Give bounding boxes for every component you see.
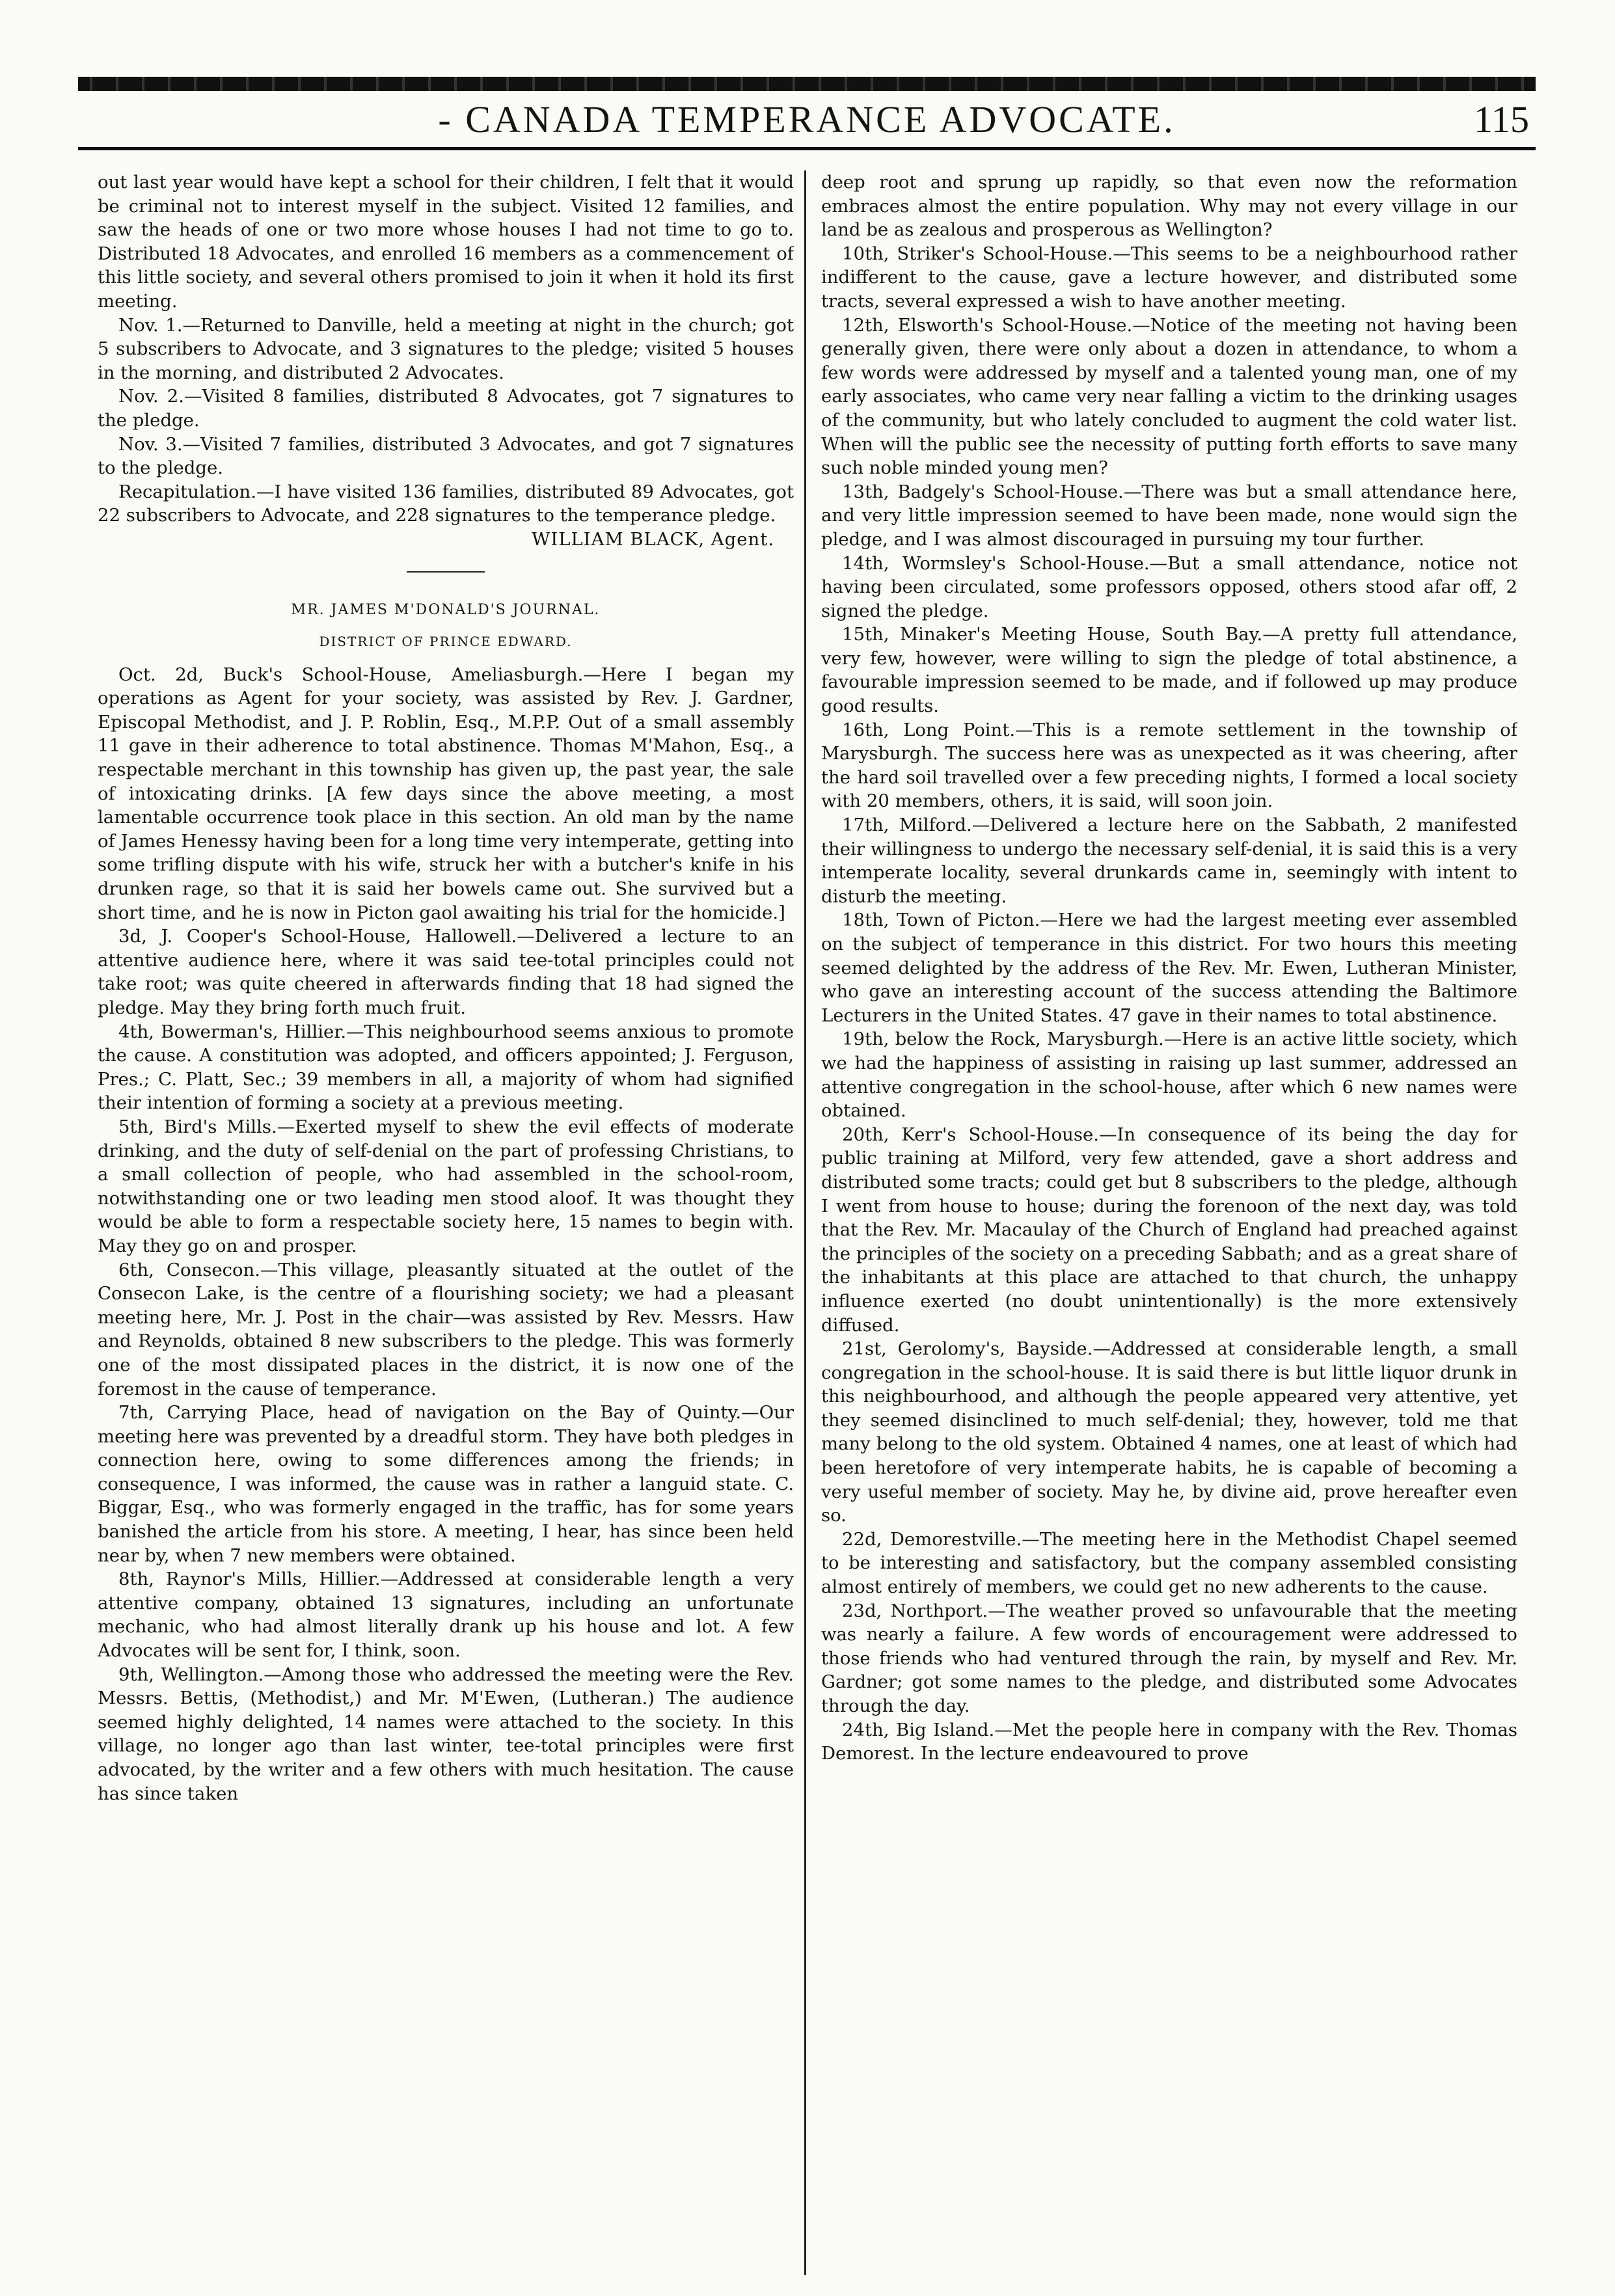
section-subtitle: DISTRICT OF PRINCE EDWARD. (319, 634, 573, 650)
column-divider (804, 170, 806, 2275)
article-paragraph: 22d, Demorestville.—The meeting here in the Methodist Chapel seemed to be interesting and satisfactory, but the company assembled consisting almost entirely of members, we could get no new adherents to the cause. (821, 1528, 1517, 1598)
running-title: - CANADA TEMPERANCE ADVOCATE. (438, 98, 1176, 141)
article-paragraph: 14th, Wormsley's School-House.—But a small attendance, notice not having been circulated, some professors opposed, others stood afar off, 2 signed the pledge. (821, 552, 1517, 621)
agent-signature (98, 528, 794, 552)
article-paragraph: out last year would have kept a school for their children, I felt that it would be criminal not to interest myself in the subject. Visited 12 families, and saw the heads of one or two more whose houses I had not time to go to. Distributed 18 Advocates, and enrolled 16 members as a commencement of this little society, and several others promised to join it when it hold its first meeting. (98, 172, 794, 312)
article-paragraph: 13th, Badgely's School-House.—There was but a small attendance here, and very little impression seemed to have been made, none would sign the pledge, and I was almost discouraged in pursuing my tour further. (821, 481, 1517, 550)
left-column (98, 170, 794, 2285)
article-paragraph: 21st, Gerolomy's, Bayside.—Addressed at considerable length, a small congregation in the school-house. It is said there is but little liquor drunk in this neighbourhood, and although the people appeared very attentive, yet they seemed disinclined to much self-denial; they, however, told me that many belong to the old system. Obtained 4 names, one at least of which had been heretofore of very intemperate habits, he is capable of becoming a very useful member of society. May he, by divine aid, prove hereafter even so. (821, 1338, 1517, 1526)
page-number: 115 (1474, 98, 1529, 141)
right-column (821, 170, 1517, 2285)
article-paragraph: Nov. 1.—Returned to Danville, held a meeting at night in the church; got 5 subscribers to Advocate, and 3 signatures to the pledge; visited 5 houses in the morning, and distributed 2 Advocates. (98, 314, 794, 383)
section-title: MR. JAMES M'DONALD'S JOURNAL. (291, 601, 601, 618)
article-paragraph: 19th, below the Rock, Marysburgh.—Here is an active little society, which we had the happiness of assisting in raising up last summer, addressed an attentive congregation in the school-house, after which 6 new names were obtained. (821, 1029, 1517, 1122)
article-paragraph: 20th, Kerr's School-House.—In consequence of its being the day for public training at Milford, very few attended, gave a short address and distributed some tracts; could get but 8 subscribers to the pledge, although I went from house to house; during the forenoon of the next day, was told that the Rev. Mr. Macaulay of the Church of England had preached against the principles of the society on a preceding Sabbath; and as a great share of the inhabitants at this place are attached to that church, the unhappy influence exerted (no doubt unintentionally) is the more extensively diffused. (821, 1124, 1517, 1336)
article-paragraph: 10th, Striker's School-House.—This seems to be a neighbourhood rather indifferent to the cause, gave a lecture however, and distributed some tracts, several expressed a wish to have another meeting. (821, 243, 1517, 312)
article-paragraph: Nov. 2.—Visited 8 families, distributed 8 Advocates, got 7 signatures to the pledge. (98, 386, 794, 431)
article-paragraph: 24th, Big Island.—Met the people here in company with the Rev. Thomas Demorest. In the lecture endeavoured to prove (821, 1719, 1517, 1764)
article-paragraph: deep root and sprung up rapidly, so that even now the reformation embraces almost the entire population. Why may not every village in our land be as zealous and prosperous as Wellington? (821, 172, 1517, 241)
article-paragraph: Recapitulation.—I have visited 136 families, distributed 89 Advocates, got 22 subscribers to Advocate, and 228 signatures to the temperance pledge. (98, 481, 794, 526)
article-paragraph: Nov. 3.—Visited 7 families, distributed 3 Advocates, and got 7 signatures to the pledge. (98, 433, 794, 479)
page-header (78, 95, 1536, 150)
article-paragraph: 12th, Elsworth's School-House.—Notice of the meeting not having been generally given, there were only about a dozen in attendance, to whom a few words were addressed by myself and a talented young man, one of my early associates, who came very near falling a victim to the drinking usages of the community, but who lately concluded to augment the cold water list. When will the public see the necessity of putting forth efforts to save many such noble minded young men? (821, 314, 1517, 479)
article-paragraph: 3d, J. Cooper's School-House, Hallowell.—Delivered a lecture to an attentive audience here, where it was said tee-total principles could not take root; was quite cheered in afterwards finding that 18 had signed the pledge. May they bring forth much fruit. (98, 926, 794, 1018)
article-paragraph: 7th, Carrying Place, head of navigation on the Bay of Quinty.—Our meeting here was prevented by a dreadful storm. They have both pledges in connection here, owing to some differences among the friends; in consequence, I was informed, the cause was in rather a languid state. C. Biggar, Esq., who was formerly engaged in the traffic, has for some years banished the article from his store. A meeting, I hear, has since been held near by, when 7 new members were obtained. (98, 1402, 794, 1566)
section-divider (407, 571, 485, 573)
article-paragraph: 4th, Bowerman's, Hillier.—This neighbourhood seems anxious to promote the cause. A constitution was adopted, and officers appointed; J. Ferguson, Pres.; C. Platt, Sec.; 39 members in all, a majority of whom had signified their intention of forming a society at a previous meeting. (98, 1021, 794, 1114)
top-decorative-rule (78, 77, 1536, 91)
article-paragraph: Oct. 2d, Buck's School-House, Ameliasburgh.—Here I began my operations as Agent for your society, was assisted by Rev. J. Gardner, Episcopal Methodist, and J. P. Roblin, Esq., M.P.P. Out of a small assembly 11 gave in their adherence to total abstinence. Thomas M'Mahon, Esq., a respectable merchant in this township has given up, the past year, the sale of intoxicating drinks. [A few days since the above meeting, a most lamentable occurrence took place in this section. An old man by the name of James Henessy having been for a long time very intemperate, getting into some trifling dispute with his wife, struck her with a butcher's knife in his drunken rage, so that it is said her bowels came out. She survived but a short time, and he is now in Picton gaol awaiting his trial for the homicide.] (98, 664, 794, 923)
signature-text: WILLIAM BLACK, Agent. (532, 528, 774, 550)
article-paragraph: 23d, Northport.—The weather proved so unfavourable that the meeting was nearly a failure. A few words of encouragement were addressed to those friends who had ventured through the rain, by myself and Rev. Mr. Gardner; got some names to the pledge, and distributed some Advocates through the day. (821, 1600, 1517, 1716)
article-paragraph: 17th, Milford.—Delivered a lecture here on the Sabbath, 2 manifested their willingness to undergo the necessary self-denial, it is said this is a very intemperate locality, several drunkards came in, seemingly with intent to disturb the meeting. (821, 815, 1517, 907)
article-paragraph: 5th, Bird's Mills.—Exerted myself to shew the evil effects of moderate drinking, and the duty of self-denial on the part of professing Christians, to a small collection of people, who had assembled in the school-room, notwithstanding one or two leading men stood aloof. It was thought they would be able to form a respectable society here, 15 names to begin with. May they go on and prosper. (98, 1116, 794, 1256)
article-paragraph: 6th, Consecon.—This village, pleasantly situated at the outlet of the Consecon Lake, is the centre of a flourishing society; we had a pleasant meeting here, Mr. J. Post in the chair—was assisted by Rev. Messrs. Haw and Reynolds, obtained 8 new subscribers to the pledge. This was formerly one of the most dissipated places in the district, it is now one of the foremost in the cause of temperance. (98, 1259, 794, 1399)
article-paragraph: 8th, Raynor's Mills, Hillier.—Addressed at considerable length a very attentive company, obtained 13 signatures, including an unfortunate mechanic, who had almost literally drank up his house and lot. A few Advocates will be sent for, I think, soon. (98, 1569, 794, 1662)
article-paragraph: 15th, Minaker's Meeting House, South Bay.—A pretty full attendance, very few, however, were willing to sign the pledge of total abstinence, a favourable impression seemed to be made, and if followed up may produce good results. (821, 624, 1517, 717)
article-paragraph: 16th, Long Point.—This is a remote settlement in the township of Marysburgh. The success here was as unexpected as it was cheering, after the hard soil travelled over a few preceding nights, I formed a local society with 20 members, others, it is said, will soon join. (821, 719, 1517, 812)
article-paragraph: 18th, Town of Picton.—Here we had the largest meeting ever assembled on the subject of temperance in this district. For two hours this meeting seemed delighted by the address of the Rev. Mr. Ewen, Lutheran Minister, who gave an interesting account of the success attending the Baltimore Lecturers in the United States. 47 gave in their names to total abstinence. (821, 910, 1517, 1026)
article-paragraph: 9th, Wellington.—Among those who addressed the meeting were the Rev. Messrs. Bettis, (Methodist,) and Mr. M'Ewen, (Lutheran.) The audience seemed highly delighted, 14 names were attached to the society. In this village, no longer ago than last winter, tee-total principles were first advocated, by the writer and a few others with much hesitation. The cause has since taken (98, 1664, 794, 1804)
